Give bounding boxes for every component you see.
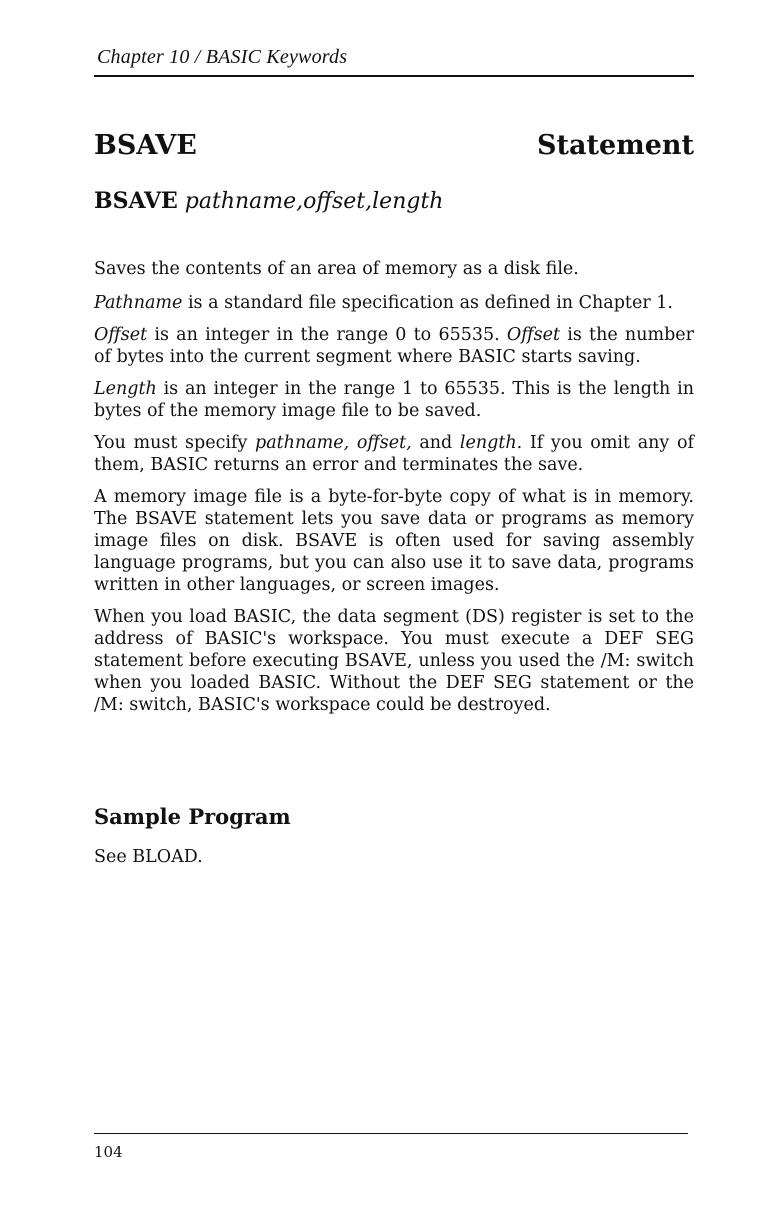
required-terms: pathname, offset,	[255, 433, 412, 453]
required-mid: and	[411, 433, 460, 453]
body-text	[94, 258, 694, 726]
entry-title-row	[94, 130, 694, 161]
paragraph-data-segment: When you load BASIC, the data segment (DS) register is set to the address of BASIC's workspace. You must execute a DEF SEG statement before executing BSAVE, unless you used the /M: switch when you loaded BASIC. Without the DEF SEG statement or the /M: switch, BASIC's workspace could be destroyed.	[94, 607, 694, 715]
running-head: Chapter 10 / BASIC Keywords	[97, 46, 348, 68]
required-term-last: length.	[459, 433, 523, 453]
paragraph-length	[94, 378, 694, 422]
term-pathname: Pathname	[94, 293, 183, 313]
paragraph-required-args	[94, 432, 694, 476]
offset-range: is an integer in the range 0 to 65535.	[147, 325, 507, 345]
paragraph-pathname	[94, 292, 694, 314]
header-rule	[94, 75, 694, 77]
paragraph-summary: Saves the contents of an area of memory as a disk file.	[94, 259, 579, 279]
term-offset: Offset	[94, 325, 148, 345]
paragraph-offset	[94, 324, 694, 368]
length-description: is an integer in the range 1 to 65535. This is the length in bytes of the memory image file to be saved.	[94, 379, 694, 421]
footer-rule	[94, 1133, 688, 1134]
required-tail: If you omit any of them, BASIC returns an error and terminates the save.	[94, 433, 694, 475]
paragraph-memory-image: A memory image file is a byte-for-byte copy of what is in memory. The BSAVE statement lets you save data or programs as memory image files on disk. BSAVE is often used for saving assembly language programs, but you can also use it to save data, programs written in other languages, or screen images.	[94, 487, 694, 595]
syntax-keyword: BSAVE	[94, 188, 178, 214]
term-length: Length	[94, 379, 157, 399]
keyword-title: BSAVE	[94, 130, 197, 161]
page-number: 104	[94, 1143, 123, 1161]
term-offset-2: Offset	[506, 325, 561, 345]
pathname-description: is a standard file specification as defined in Chapter 1.	[182, 293, 673, 313]
required-lead: You must specify	[94, 433, 255, 453]
sample-program-heading: Sample Program	[94, 804, 291, 829]
keyword-type: Statement	[537, 130, 694, 161]
syntax-line	[94, 188, 443, 214]
sample-program-text: See BLOAD.	[94, 847, 203, 867]
syntax-arguments: pathname,offset,length	[184, 189, 444, 214]
offset-description: is the number of bytes into the current segment where BASIC starts saving.	[94, 325, 694, 367]
